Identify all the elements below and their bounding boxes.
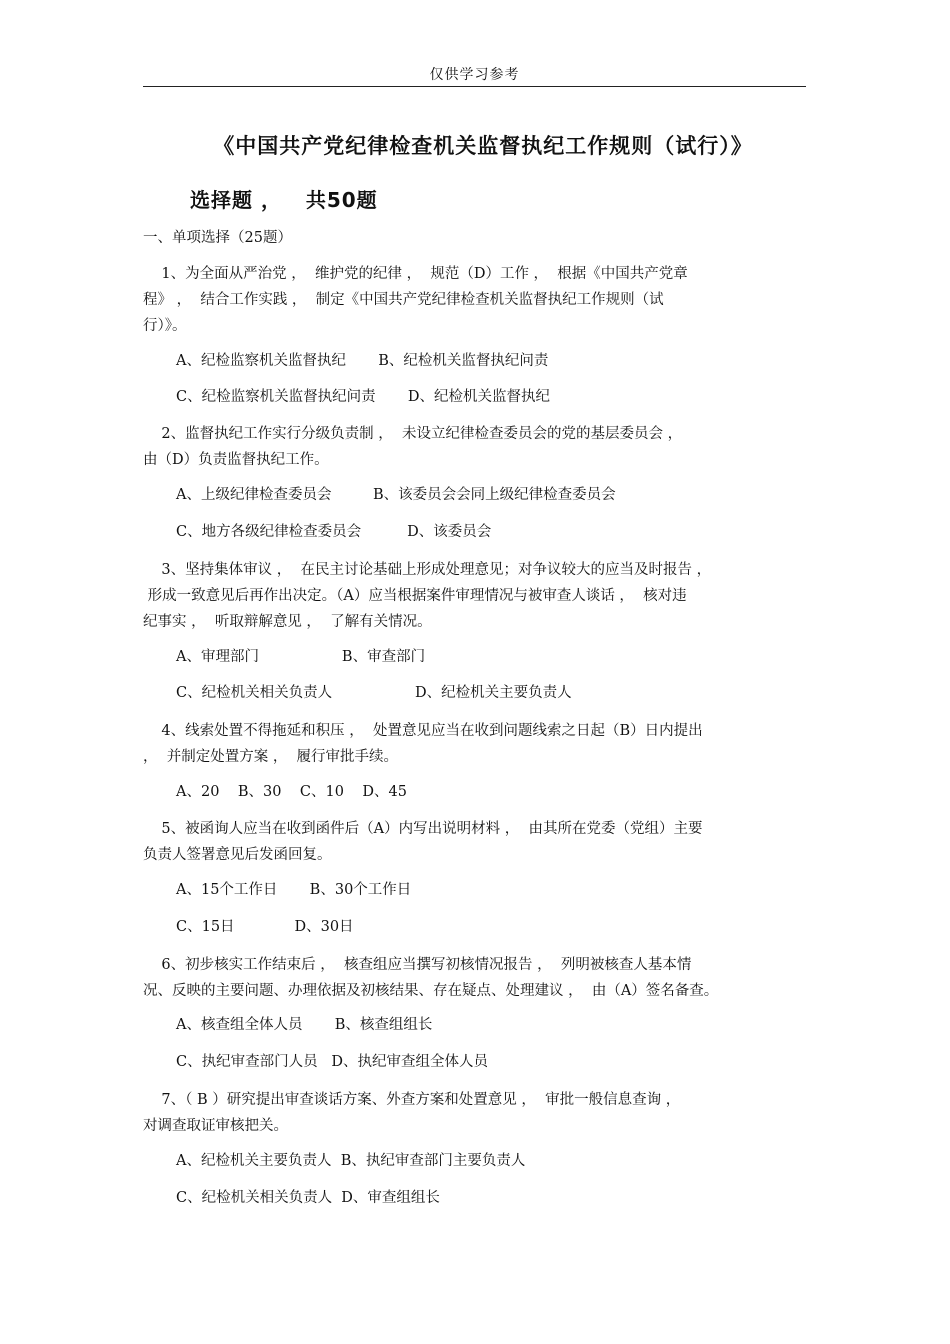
- question-6-options-ab: A、核查组全体人员 B、核查组组长: [176, 1017, 433, 1033]
- question-2-options-cd: C、地方各级纪律检查委员会 D、该委员会: [176, 524, 492, 540]
- question-6-options-cd: C、执纪审查部门人员 D、执纪审查组全体人员: [176, 1054, 489, 1070]
- question-line: 负责人签署意见后发函回复。: [143, 847, 332, 863]
- question-2: [143, 421, 813, 473]
- question-line: 5、被函询人应当在收到函件后（A）内写出说明材料 ， 由其所在党委（党组）主要: [143, 821, 703, 837]
- header-text: 仅供学习参考: [429, 67, 520, 83]
- question-line: 1、为全面从严治党 ， 维护党的纪律 ， 规范（D）工作 ， 根据《中国共产党章: [143, 266, 688, 282]
- question-line: 2、监督执纪工作实行分级负责制 ， 未设立纪律检查委员会的党的基层委员会 ，: [143, 426, 683, 442]
- document-title: 《中国共产党纪律检查机关监督执纪工作规则（试行）》: [213, 134, 753, 158]
- section-heading: 一、单项选择（25题）: [143, 230, 292, 246]
- question-line: 行）》。: [143, 318, 187, 334]
- document-subtitle: 选择题 ， 共50题: [190, 188, 378, 212]
- question-line: 4、线索处置不得拖延和积压 ， 处置意见应当在收到问题线索之日起（B）日内提出: [143, 723, 703, 739]
- question-line: 由（D）负责监督执纪工作。: [143, 452, 329, 468]
- question-line: 对调查取证审核把关。: [143, 1118, 288, 1134]
- question-1: [143, 261, 813, 339]
- question-7-options-cd: C、纪检机关相关负责人 D、审查组组长: [176, 1190, 440, 1206]
- page-header: [143, 64, 806, 87]
- question-line: 纪事实 ， 听取辩解意见 ， 了解有关情况。: [143, 614, 432, 630]
- question-1-options-cd: C、纪检监察机关监督执纪问责 D、纪检机关监督执纪: [176, 389, 550, 405]
- question-6: [143, 952, 813, 1004]
- question-3-options-cd: C、纪检机关相关负责人 D、纪检机关主要负责人: [176, 685, 572, 701]
- question-line: 7、（ B ）研究提出审查谈话方案、外查方案和处置意见 ， 审批一般信息查询 ，: [143, 1092, 681, 1108]
- question-7: [143, 1087, 813, 1139]
- question-5: [143, 816, 813, 868]
- question-5-options-ab: A、15个工作日 B、30个工作日: [176, 882, 412, 898]
- question-line: 况、反映的主要问题、办理依据及初核结果、存在疑点、处理建议 ， 由（A）签名备查。: [143, 983, 719, 999]
- question-7-options-ab: A、纪检机关主要负责人 B、执纪审查部门主要负责人: [176, 1153, 526, 1169]
- question-3-options-ab: A、审理部门 B、审查部门: [176, 649, 426, 665]
- question-line: ， 并制定处置方案 ， 履行审批手续。: [143, 749, 399, 765]
- question-4: [143, 718, 813, 770]
- question-4-options: A、20 B、30 C、10 D、45: [176, 784, 407, 800]
- question-5-options-cd: C、15日 D、30日: [176, 919, 354, 935]
- question-3: [143, 557, 813, 635]
- question-line: 6、初步核实工作结束后 ， 核查组应当撰写初核情况报告 ， 列明被核查人基本情: [143, 957, 692, 973]
- question-line: 3、坚持集体审议 ， 在民主讨论基础上形成处理意见；对争议较大的应当及时报告 ，: [143, 562, 712, 578]
- question-2-options-ab: A、上级纪律检查委员会 B、该委员会会同上级纪律检查委员会: [176, 487, 616, 503]
- question-line: 程》 ， 结合工作实践 ， 制定《中国共产党纪律检查机关监督执纪工作规则（试: [143, 292, 664, 308]
- question-line: 形成一致意见后再作出决定。（A）应当根据案件审理情况与被审查人谈话 ， 核对违: [143, 588, 687, 604]
- question-1-options-ab: A、纪检监察机关监督执纪 B、纪检机关监督执纪问责: [176, 353, 549, 369]
